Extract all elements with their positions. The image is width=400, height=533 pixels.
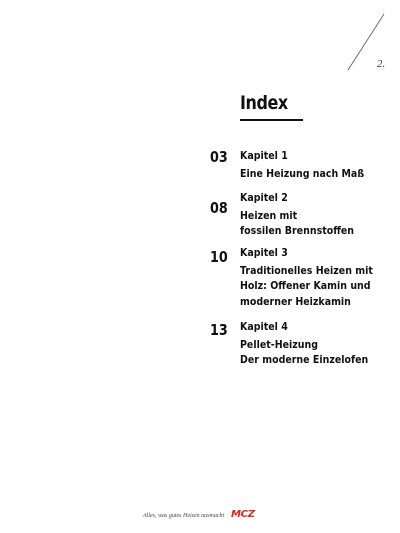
chapter-page-number: 03	[210, 148, 228, 166]
brand-logo: MCZ	[231, 509, 255, 520]
chapter-page-number: 13	[210, 321, 228, 339]
page-number: 2.	[377, 58, 386, 70]
chapter-page-number: 08	[210, 199, 228, 217]
chapter-label: Kapitel 3	[240, 246, 288, 259]
chapter-title-line: moderner Heizkamin	[240, 294, 351, 308]
chapter-title-line: Der moderne Einzelofen	[240, 353, 369, 366]
chapter-label: Kapitel 4	[240, 320, 288, 333]
page-title: Index	[240, 92, 288, 114]
chapter-title-line: Holz: Offener Kamin und	[240, 279, 371, 292]
footer-tagline: Alles, was gutes Heizen ausmacht	[143, 513, 225, 519]
chapter-title-line: Traditionelles Heizen mit	[240, 263, 373, 277]
chapter-title-line: fossilen Brennstoffen	[240, 224, 355, 237]
title-underline	[240, 119, 303, 121]
chapter-title-line: Heizen mit	[240, 208, 298, 222]
chapter-label: Kapitel 2	[240, 191, 288, 204]
chapter-title-line: Eine Heizung nach Maß	[240, 166, 365, 180]
chapter-title-line: Pellet-Heizung	[240, 337, 319, 351]
chapter-label: Kapitel 1	[240, 149, 288, 162]
chapter-page-number: 10	[210, 248, 228, 266]
